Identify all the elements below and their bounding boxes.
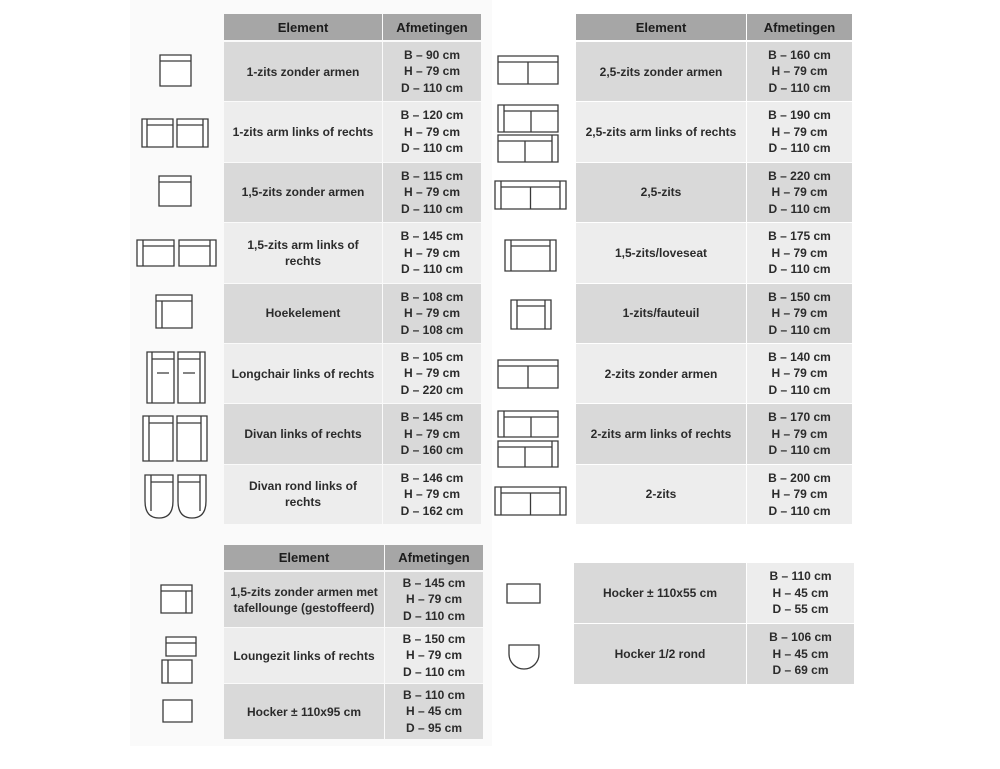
corner-element-icon [155,294,193,329]
table-header [576,14,852,40]
element-cell: 1-zits arm links of rechts [224,102,382,161]
dimensions-cell [383,404,481,463]
two-seat-arm-left-right-icon [496,410,560,469]
icon-outline [509,645,539,669]
dimensions-cell [385,572,483,627]
divan-round-left-right-icon [143,473,209,520]
dimensions-cell [383,102,481,161]
dimensions-cell [747,223,852,282]
dimensions-table-seating-right [576,14,852,524]
icon-outline [498,56,558,84]
icon-outline [145,475,206,518]
header-afmetingen: Afmetingen [383,14,481,40]
dimensions-cell [747,42,852,101]
icon-outline [142,119,208,147]
header-afmetingen: Afmetingen [747,14,852,40]
table-row [224,404,481,463]
header-element: Element [576,14,746,40]
depth-dimension: D – 110 cm [402,608,466,623]
element-cell: Divan links of rechts [224,404,382,463]
width-dimension: B – 150 cm [402,631,466,646]
element-cell: Hocker ± 110x55 cm [574,563,746,623]
icon-outline [156,295,192,328]
ottoman-half-round-icon [508,644,541,672]
element-cell: 2,5-zits zonder armen [576,42,746,101]
two-half-seat-no-arms-icon [497,55,560,86]
table-row [574,563,854,623]
table-row [224,344,481,403]
ottoman-rectangle-icon [162,699,194,724]
loveseat-icon [504,239,558,273]
icon-outline [160,55,191,86]
element-cell: 2,5-zits [576,163,746,222]
height-dimension: H – 79 cm [771,64,828,79]
dimensions-cell [747,102,852,161]
header-element: Element [224,545,384,570]
icon-outline [495,487,566,515]
width-dimension: B – 190 cm [768,108,831,123]
element-cell: 2,5-zits arm links of rechts [576,102,746,161]
height-dimension: H – 79 cm [403,185,461,200]
table-row [224,628,483,683]
table-row [224,42,481,101]
height-dimension: H – 79 cm [771,185,828,200]
element-cell: Hocker 1/2 rond [574,624,746,684]
dimensions-cell [383,42,481,101]
height-dimension: H – 79 cm [771,426,828,441]
depth-dimension: D – 110 cm [768,80,831,95]
dimensions-cell [383,284,481,343]
two-half-seat-sofa-icon [494,180,568,211]
height-dimension: H – 45 cm [772,646,829,661]
icon-outline [161,585,192,613]
icon-outline [163,700,192,722]
height-dimension: H – 79 cm [403,306,461,320]
height-dimension: H – 79 cm [403,487,461,502]
table-row [224,284,481,343]
depth-dimension: D – 108 cm [400,322,464,337]
icon-outline [147,352,205,403]
height-dimension: H – 79 cm [771,124,828,139]
icon-outline [495,181,566,209]
table-row [576,42,852,101]
element-cell: Hocker ± 110x95 cm [224,684,384,739]
table-row [576,465,852,524]
height-dimension: H – 79 cm [771,366,828,381]
depth-dimension: D – 95 cm [405,720,463,735]
height-dimension: H – 45 cm [772,585,829,600]
height-dimension: H – 45 cm [405,704,463,719]
width-dimension: B – 110 cm [402,687,466,702]
table-row [576,404,852,463]
depth-dimension: D – 69 cm [772,663,829,678]
icon-outline [137,240,216,266]
dimensions-table-ottoman [574,563,854,684]
width-dimension: B – 140 cm [768,349,831,364]
element-cell: 2-zits [576,465,746,524]
longchair-left-right-icon [145,351,207,404]
dimensions-cell [383,344,481,403]
depth-dimension: D – 110 cm [768,201,831,216]
height-dimension: H – 79 cm [771,487,828,502]
element-cell: Hoekelement [224,284,382,343]
ottoman-narrow-icon [506,583,542,605]
dimensions-cell [385,684,483,739]
dimensions-cell [747,344,852,403]
height-dimension: H – 79 cm [403,426,461,441]
depth-dimension: D – 220 cm [400,382,464,397]
seat-with-table-lounge-icon [160,584,194,615]
depth-dimension: D – 160 cm [400,443,464,458]
width-dimension: B – 90 cm [403,47,461,62]
depth-dimension: D – 162 cm [400,503,464,518]
table-row [576,344,852,403]
element-cell: Loungezit links of rechts [224,628,384,683]
table-row [574,624,854,684]
icon-outline [162,637,196,683]
dimensions-cell [747,624,854,684]
table-row [224,223,481,282]
element-cell: 1,5-zits arm links of rechts [224,223,382,282]
icon-outline [498,360,558,388]
table-row [224,102,481,161]
element-cell: 1-zits/fauteuil [576,284,746,343]
width-dimension: B – 200 cm [768,470,831,485]
icon-outline [507,584,540,603]
depth-dimension: D – 110 cm [768,262,831,277]
dimensions-cell [747,404,852,463]
table-row [224,684,483,739]
dimensions-table-lounge [224,545,483,739]
depth-dimension: D – 110 cm [402,664,466,679]
one-seat-arm-left-right-icon [140,117,210,149]
icon-outline [505,240,556,271]
height-dimension: H – 79 cm [403,245,461,260]
width-dimension: B – 145 cm [400,229,464,244]
icon-outline [498,105,558,162]
width-dimension: B – 106 cm [769,630,832,645]
width-dimension: B – 150 cm [768,289,831,304]
width-dimension: B – 146 cm [400,470,464,485]
depth-dimension: D – 55 cm [772,602,829,617]
depth-dimension: D – 110 cm [400,80,464,95]
one-half-seat-no-arms-icon [158,175,192,207]
icon-outline [143,416,207,461]
depth-dimension: D – 110 cm [768,443,831,458]
table-header [224,545,483,570]
element-cell: Divan rond links of rechts [224,465,382,524]
width-dimension: B – 110 cm [769,569,832,584]
width-dimension: B – 145 cm [400,410,464,425]
width-dimension: B – 108 cm [400,289,464,304]
table-row [576,284,852,343]
height-dimension: H – 79 cm [403,366,461,381]
dimensions-table-seating-left [224,14,481,524]
width-dimension: B – 170 cm [768,410,831,425]
depth-dimension: D – 110 cm [400,201,464,216]
height-dimension: H – 79 cm [405,648,463,663]
two-seat-no-arms-icon [497,359,560,390]
table-header [224,14,481,40]
dimensions-cell [383,465,481,524]
dimensions-cell [747,284,852,343]
width-dimension: B – 145 cm [402,575,466,590]
width-dimension: B – 120 cm [400,108,464,123]
element-cell: 1,5-zits/loveseat [576,223,746,282]
armchair-icon [510,299,553,331]
two-seat-sofa-icon [494,486,568,517]
icon-outline [511,300,551,329]
one-seat-no-arms-icon [159,54,192,87]
header-afmetingen: Afmetingen [385,545,483,570]
dimensions-cell [747,465,852,524]
element-cell: 1,5-zits zonder armen met tafellounge (gestoffeerd) [224,572,384,627]
height-dimension: H – 79 cm [403,124,461,139]
element-cell: 2-zits arm links of rechts [576,404,746,463]
element-cell: 2-zits zonder armen [576,344,746,403]
table-row [576,223,852,282]
width-dimension: B – 175 cm [768,229,831,244]
element-cell: Longchair links of rechts [224,344,382,403]
height-dimension: H – 79 cm [403,64,461,79]
depth-dimension: D – 110 cm [768,141,831,156]
table-row [224,572,483,627]
depth-dimension: D – 110 cm [768,503,831,518]
width-dimension: B – 105 cm [400,349,464,364]
dimensions-cell [383,223,481,282]
width-dimension: B – 115 cm [400,168,464,183]
height-dimension: H – 79 cm [771,245,828,260]
depth-dimension: D – 110 cm [768,382,831,397]
width-dimension: B – 220 cm [768,168,831,183]
table-row [576,163,852,222]
icon-outline [498,411,558,467]
height-dimension: H – 79 cm [771,306,828,320]
dimensions-cell [747,163,852,222]
element-cell: 1-zits zonder armen [224,42,382,101]
element-cell: 1,5-zits zonder armen [224,163,382,222]
dimensions-cell [383,163,481,222]
table-row [224,465,481,524]
height-dimension: H – 79 cm [405,592,463,607]
one-half-seat-arm-left-right-icon [136,238,217,268]
icon-outline [159,176,191,206]
depth-dimension: D – 110 cm [400,262,464,277]
two-half-seat-arm-left-right-icon [496,104,560,164]
width-dimension: B – 160 cm [768,47,831,62]
table-row [576,102,852,161]
depth-dimension: D – 110 cm [768,322,831,337]
depth-dimension: D – 110 cm [400,141,464,156]
dimensions-cell [385,628,483,683]
table-row [224,163,481,222]
dimensions-cell [747,563,854,623]
divan-left-right-icon [141,414,209,463]
lounge-seat-left-right-icon [160,635,198,685]
header-element: Element [224,14,382,40]
